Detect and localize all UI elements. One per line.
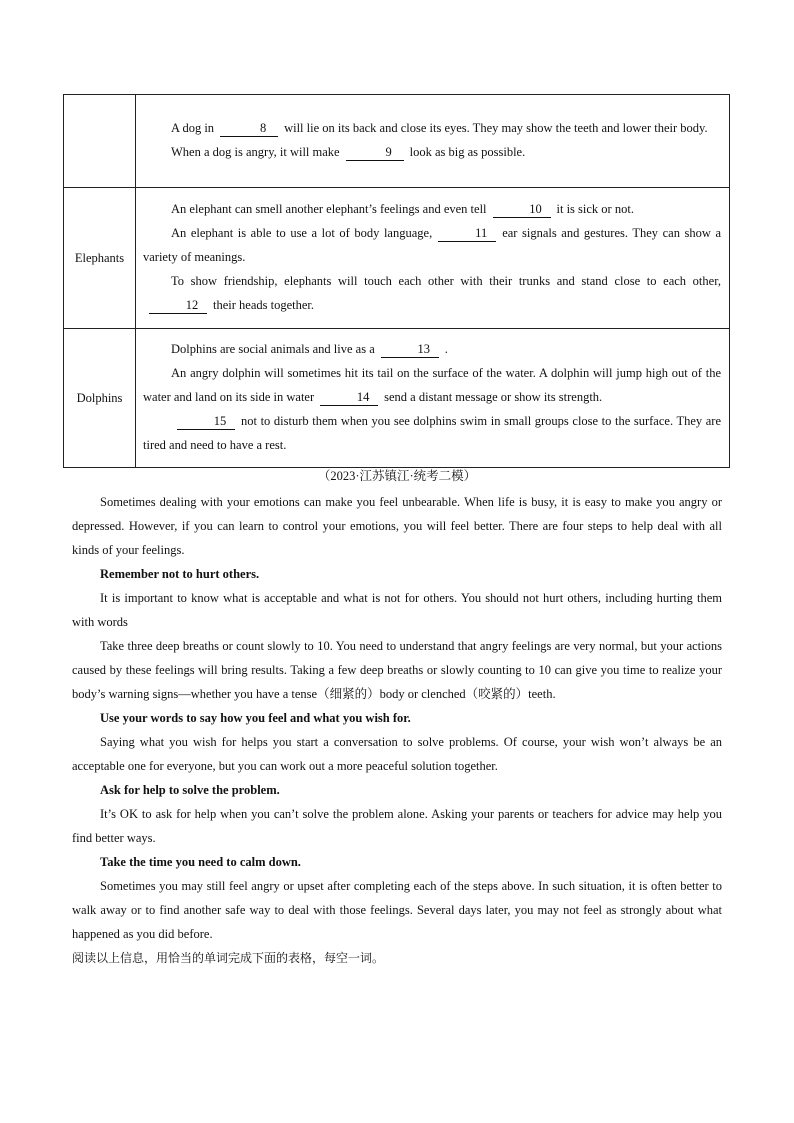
dolphin-line-1 — [143, 337, 721, 361]
row-content-elephants — [136, 188, 730, 329]
reading-passage — [72, 490, 722, 970]
paragraph-2: Take three deep breaths or count slowly to 10. You need to understand that angry feelings are very normal, but your actions caused by these feelings will bring results. Taking a few deep breaths or slowly counting to 10 can give you time to realize your body’s warning signs—whether you have a tense（细紧的）body or clenched（咬紧的）teeth. — [72, 639, 722, 701]
text-span: send a distant message or show its strength. — [384, 390, 603, 404]
text-span: it is sick or not. — [556, 202, 634, 216]
elephant-line-3 — [143, 269, 721, 317]
heading-step-2: Use your words to say how you feel and what you wish for. — [100, 711, 411, 725]
blank-10[interactable]: 10 — [493, 202, 551, 218]
row-content-dogs — [136, 95, 730, 188]
text-span: An angry dolphin will sometimes hit its tail on the surface of the water. A dolphin will jump high out of the water and land on its side in water — [143, 366, 721, 404]
blank-13[interactable]: 13 — [381, 342, 439, 358]
dog-line-1 — [143, 116, 721, 140]
text-span: An elephant is able to use a lot of body language, — [171, 226, 433, 240]
paragraph-4: It’s OK to ask for help when you can’t solve the problem alone. Asking your parents or teachers for advice may help you find better ways. — [72, 807, 722, 845]
text-span: ear signals and gestures. They can show a variety of meanings. — [143, 226, 722, 264]
text-span: . — [444, 342, 448, 356]
text-span: look as big as possible. — [409, 145, 526, 159]
elephant-line-2 — [143, 221, 721, 269]
text-span: Dolphins are social animals and live as a — [171, 342, 375, 356]
table-row-dogs — [64, 95, 730, 188]
row-content-dolphins — [136, 329, 730, 468]
blank-9[interactable]: 9 — [346, 145, 404, 161]
text-span: their heads together. — [213, 298, 315, 312]
source-citation: （2023·江苏镇江·统考二模） — [317, 469, 477, 483]
instruction-text: 阅读以上信息，用恰当的单词完成下面的表格，每空一词。 — [72, 951, 385, 965]
text-span: not to disturb them when you see dolphins swim in small groups close to the surface. They are tired and need to have a rest. — [143, 414, 721, 452]
blank-12[interactable]: 12 — [149, 298, 207, 314]
heading-step-3: Ask for help to solve the problem. — [100, 783, 280, 797]
blank-8[interactable]: 8 — [220, 121, 278, 137]
heading-step-4: Take the time you need to calm down. — [100, 855, 301, 869]
paragraph-intro: Sometimes dealing with your emotions can make you feel unbearable. When life is busy, it is easy to make you angry or depressed. However, if you can learn to control your emotions, you will feel better. There are four steps to help deal with all kinds of your feelings. — [72, 495, 722, 557]
row-label-dogs — [64, 95, 136, 188]
text-span: When a dog is angry, it will make — [171, 145, 340, 159]
paragraph-3: Saying what you wish for helps you start a conversation to solve problems. Of course, your wish won’t always be an acceptable one for everyone, but you can work out a more peaceful solution together. — [72, 735, 722, 773]
text-span: will lie on its back and close its eyes. They may show the teeth and lower their body. — [284, 121, 708, 135]
dog-line-2 — [143, 140, 721, 164]
text-span: An elephant can smell another elephant’s feelings and even tell — [171, 202, 487, 216]
blank-11[interactable]: 11 — [438, 226, 496, 242]
table-row-elephants — [64, 188, 730, 329]
paragraph-5: Sometimes you may still feel angry or upset after completing each of the steps above. In such situation, it is often better to walk away or to find another safe way to deal with those feelings. Several days later, you may not feel as strongly about what happened as you did before. — [72, 879, 722, 941]
answer-table — [63, 94, 730, 468]
text-span: To show friendship, elephants will touch each other with their trunks and stand close to each other, — [171, 274, 721, 288]
dolphin-line-3 — [143, 409, 721, 457]
row-label-elephants: Elephants — [64, 188, 136, 329]
elephant-line-1 — [143, 197, 721, 221]
paragraph-1: It is important to know what is acceptable and what is not for others. You should not hurt others, including hurting them with words — [72, 591, 722, 629]
text-span: A dog in — [171, 121, 215, 135]
dolphin-line-2 — [143, 361, 721, 409]
heading-step-1: Remember not to hurt others. — [100, 567, 260, 581]
blank-15[interactable]: 15 — [177, 414, 235, 430]
table-row-dolphins — [64, 329, 730, 468]
row-label-dolphins: Dolphins — [64, 329, 136, 468]
blank-14[interactable]: 14 — [320, 390, 378, 406]
